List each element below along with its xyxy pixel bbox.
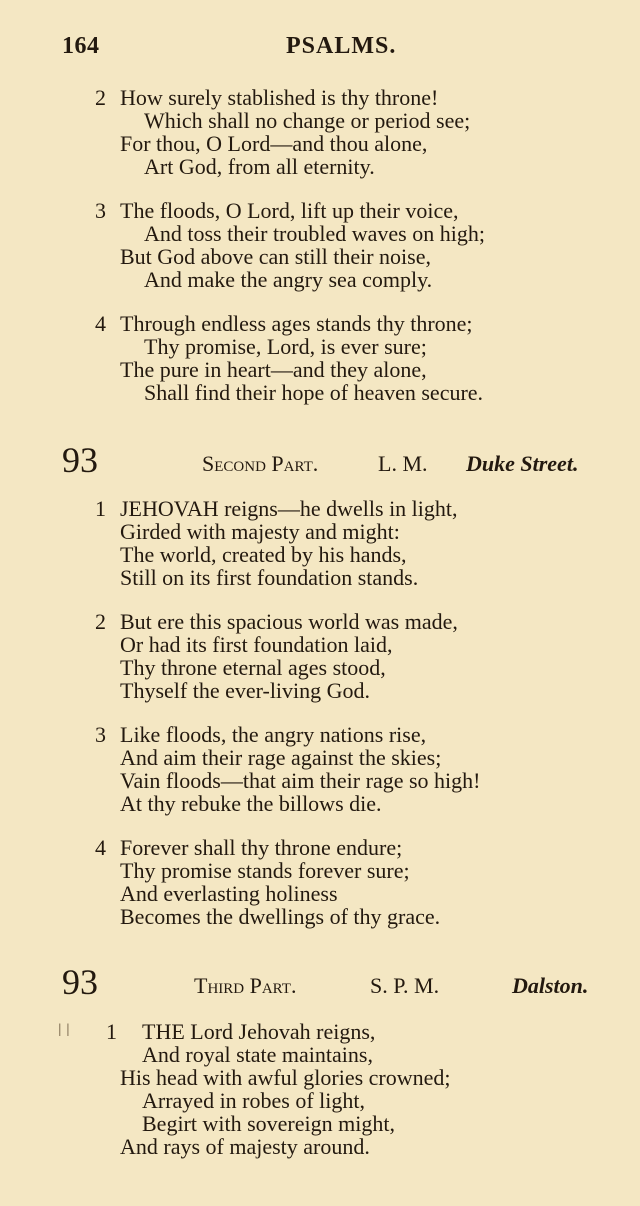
hymn-header-93-third (0, 962, 640, 1006)
verse-line: Still on its first foundation stands. (120, 565, 419, 590)
verse-line: Shall find their hope of heaven secure. (144, 380, 484, 405)
running-title: PSALMS. (286, 33, 397, 59)
verse-number: 3 (95, 198, 106, 223)
verse-number: 2 (95, 609, 106, 634)
verse-line: The pure in heart—and they alone, (120, 357, 427, 382)
verse-line: And toss their troubled waves on high; (144, 221, 485, 246)
verse-line: Like floods, the angry nations rise, (120, 722, 427, 747)
verse-line: Through endless ages stands thy throne; (120, 311, 473, 336)
verse-line: Thy promise, Lord, is ever sure; (144, 334, 427, 359)
verse-line: Thy promise stands forever sure; (120, 858, 410, 883)
verse-line: But ere this spacious world was made, (120, 609, 458, 634)
verse-line: How surely stablished is thy throne! (120, 85, 439, 110)
hymn-meter: S. P. M. (370, 973, 440, 998)
hymn-header-93-second (0, 440, 640, 484)
verse-line: Art God, from all eternity. (144, 154, 375, 179)
verse-line: But God above can still their noise, (120, 244, 431, 269)
verse-line: Which shall no change or period see; (144, 108, 471, 133)
verse-line: And rays of majesty around. (120, 1134, 370, 1159)
verse-line: The floods, O Lord, lift up their voice, (120, 198, 459, 223)
verse-line: And royal state maintains, (142, 1042, 373, 1067)
verse-line: And everlasting holiness (120, 881, 338, 906)
verse-number: 2 (95, 85, 106, 110)
verse-line: For thou, O Lord—and thou alone, (120, 131, 428, 156)
verse-number: 4 (95, 311, 106, 336)
tune-name: Duke Street. (466, 451, 579, 476)
page-number: 164 (62, 33, 100, 59)
verse-line: And make the angry sea comply. (144, 267, 433, 292)
verse-line: Begirt with sovereign might, (142, 1111, 395, 1136)
verse-line: Becomes the dwellings of thy grace. (120, 904, 441, 929)
verse-line: At thy rebuke the billows die. (120, 791, 382, 816)
verse-line: Or had its first foundation laid, (120, 632, 393, 657)
verse-line: THE Lord Jehovah reigns, (142, 1019, 376, 1044)
verse-line: Forever shall thy throne endure; (120, 835, 403, 860)
verse-line: Thyself the ever-living God. (120, 678, 371, 703)
verse-number: 4 (95, 835, 106, 860)
verse-line: Arrayed in robes of light, (142, 1088, 365, 1113)
verse-line: The world, created by his hands, (120, 542, 407, 567)
verse-number: 1 (106, 1019, 117, 1044)
hymn-part: Third Part. (194, 973, 297, 998)
verse-line: JEHOVAH reigns—he dwells in light, (120, 496, 458, 521)
hymn-meter: L. M. (378, 451, 428, 476)
margin-mark: ǀ ǀ (58, 1020, 70, 1040)
verse-number: 3 (95, 722, 106, 747)
hymn-number: 93 (62, 962, 98, 1002)
verse-line: And aim their rage against the skies; (120, 745, 442, 770)
verse-line: Thy throne eternal ages stood, (120, 655, 386, 680)
hymn-part: Second Part. (202, 451, 319, 476)
verse-number: 1 (95, 496, 106, 521)
verse-line: Vain floods—that aim their rage so high! (120, 768, 481, 793)
hymn-number: 93 (62, 440, 98, 480)
verse-line: Girded with majesty and might: (120, 519, 400, 544)
verse-line: His head with awful glories crowned; (120, 1065, 451, 1090)
tune-name: Dalston. (512, 973, 589, 998)
